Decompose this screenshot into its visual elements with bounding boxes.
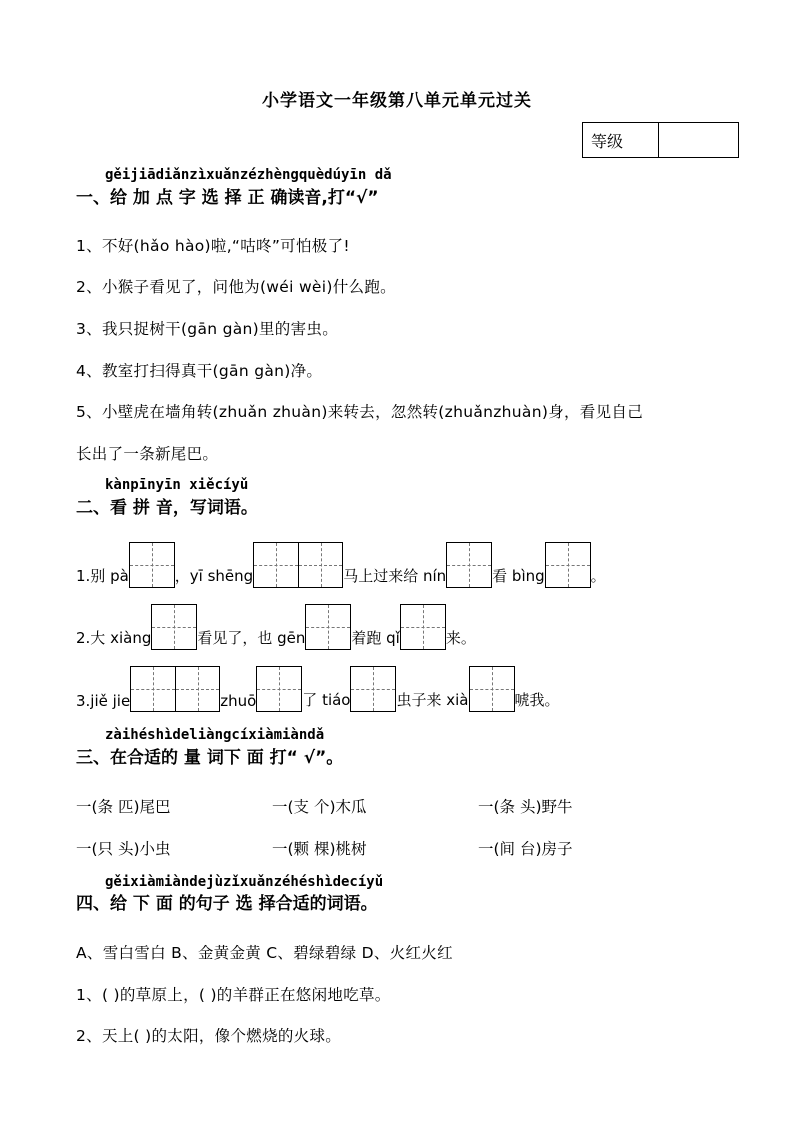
section2-row-3 bbox=[76, 662, 560, 712]
tianzige-box[interactable] bbox=[129, 542, 175, 588]
section3-row-2 bbox=[76, 837, 573, 859]
tianzige-box[interactable] bbox=[305, 604, 351, 650]
measure-choice[interactable]: 一(颗 棵)桃树 bbox=[272, 840, 367, 858]
grade-label: 等级 bbox=[583, 123, 659, 158]
measure-choice[interactable]: 一(只 头)小虫 bbox=[76, 840, 171, 858]
tianzige-box[interactable] bbox=[446, 542, 492, 588]
section1-heading: 一、给 加 点 字 选 择 正 确读音,打“√” bbox=[76, 188, 379, 208]
row3-text-c: 了 tiáo bbox=[302, 691, 351, 709]
section2-heading: 二、看 拼 音，写词语。 bbox=[76, 498, 258, 518]
section1-item-4: 4、教室打扫得真干(gān gàn)净。 bbox=[76, 362, 323, 380]
tianzige-box[interactable] bbox=[350, 666, 396, 712]
section1-item-5: 5、小壁虎在墙角转(zhuǎn zhuàn)来转去，忽然转(zhuǎnzhuàn)身，看见自己 bbox=[76, 403, 643, 421]
section1-item-2: 2、小猴子看见了，问他为(wéi wèi)什么跑。 bbox=[76, 278, 396, 296]
section1-item-1: 1、不好(hǎo hào)啦,“咕咚”可怕极了! bbox=[76, 237, 350, 255]
row1-text-b: ，yī shēng bbox=[174, 567, 254, 585]
row1-text-d: 看 bìng bbox=[492, 567, 545, 585]
section3-row-1 bbox=[76, 795, 573, 817]
row2-text-a: 2.大 xiàng bbox=[76, 629, 152, 647]
row1-text-a: 1.别 pà bbox=[76, 567, 129, 585]
section1-item-3: 3、我只捉树干(gān gàn)里的害虫。 bbox=[76, 320, 339, 338]
section4-item-2: 2、天上( )的太阳，像个燃烧的火球。 bbox=[76, 1027, 342, 1045]
section2-row-2 bbox=[76, 600, 476, 650]
section4-options: A、雪白雪白 B、金黄金黄 C、碧绿碧绿 D、火红火红 bbox=[76, 944, 453, 962]
measure-choice[interactable]: 一(间 台)房子 bbox=[478, 840, 573, 858]
section2-row-1 bbox=[76, 538, 606, 588]
section3-heading: 三、在合适的 量 词下 面 打“ √”。 bbox=[76, 748, 344, 768]
measure-choice[interactable]: 一(条 头)野牛 bbox=[478, 798, 573, 816]
tianzige-box[interactable] bbox=[130, 666, 220, 712]
section1-item-5-cont: 长出了一条新尾巴。 bbox=[76, 445, 219, 463]
row1-text-e: 。 bbox=[590, 567, 606, 585]
section3-pinyin: zàihéshìdeliàngcíxiàmiàndǎ bbox=[105, 727, 325, 743]
tianzige-box[interactable] bbox=[253, 542, 343, 588]
row3-text-e: 唬我。 bbox=[514, 691, 560, 709]
grade-value-cell[interactable] bbox=[659, 123, 739, 158]
grade-box bbox=[582, 122, 739, 158]
row3-text-d: 虫子来 xià bbox=[396, 691, 469, 709]
tianzige-box[interactable] bbox=[545, 542, 591, 588]
tianzige-box[interactable] bbox=[151, 604, 197, 650]
section2-pinyin: kànpīnyīn xiěcíyǔ bbox=[105, 477, 249, 493]
measure-choice[interactable]: 一(条 匹)尾巴 bbox=[76, 798, 171, 816]
section4-heading: 四、给 下 面 的句子 选 择合适的词语。 bbox=[76, 894, 378, 914]
row2-text-c: 着跑 qǐ bbox=[351, 629, 400, 647]
row3-text-a: 3.jiě jie bbox=[76, 692, 131, 710]
row2-text-d: 来。 bbox=[445, 629, 476, 647]
page-title: 小学语文一年级第八单元单元过关 bbox=[262, 91, 532, 111]
row2-text-b: 看见了，也 gēn bbox=[197, 629, 306, 647]
section4-pinyin: gěixiàmiàndejùzǐxuǎnzéhéshìdecíyǔ bbox=[105, 874, 384, 890]
row3-text-b: zhuō bbox=[220, 692, 257, 710]
row1-text-c: 马上过来给 nín bbox=[343, 567, 447, 585]
tianzige-box[interactable] bbox=[256, 666, 302, 712]
tianzige-box[interactable] bbox=[469, 666, 515, 712]
tianzige-box[interactable] bbox=[400, 604, 446, 650]
section4-item-1: 1、( )的草原上，( )的羊群正在悠闲地吃草。 bbox=[76, 986, 391, 1004]
measure-choice[interactable]: 一(支 个)木瓜 bbox=[272, 798, 367, 816]
section1-pinyin: gěijiādiǎnzìxuǎnzézhèngquèdúyīn dǎ bbox=[105, 167, 392, 183]
